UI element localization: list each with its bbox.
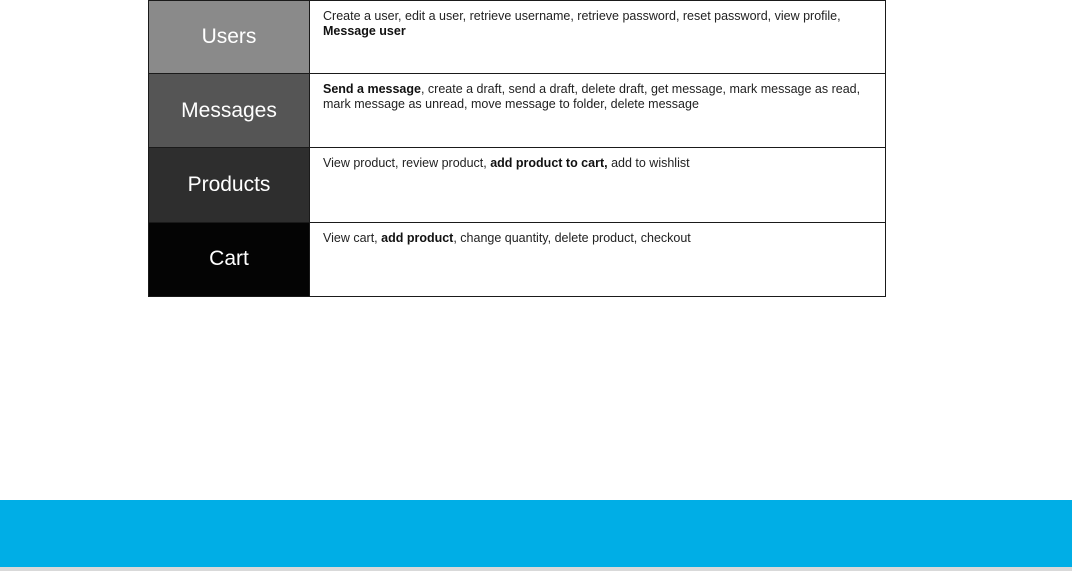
description-highlight: Send a message <box>323 82 421 97</box>
resource-operations-table <box>148 0 886 297</box>
description-cell-users <box>310 1 886 74</box>
description-cell-messages <box>310 74 886 148</box>
table-row-users <box>149 1 886 74</box>
description-highlight: Message user <box>323 24 406 38</box>
footer-banner-edge <box>0 567 1072 571</box>
description-text: , change quantity, delete product, checkout <box>453 230 691 245</box>
category-cell-messages: Messages <box>149 74 310 148</box>
description-cell-products <box>310 148 886 222</box>
category-cell-cart: Cart <box>149 222 310 296</box>
footer-banner <box>0 500 1072 567</box>
category-cell-products: Products <box>149 148 310 222</box>
category-cell-users: Users <box>149 1 310 74</box>
table-row-messages <box>149 74 886 148</box>
table-row-cart <box>149 222 886 296</box>
description-cell-cart <box>310 222 886 296</box>
description-highlight: add product <box>381 230 454 245</box>
description-text: View product, review product, <box>323 156 491 171</box>
description-highlight: add product to cart, <box>490 156 608 171</box>
description-text: Create a user, edit a user, retrieve username, retrieve password, reset password, view profile, <box>323 9 841 23</box>
table-row-products <box>149 148 886 222</box>
description-text: , create a draft, send a draft, delete draft, get message, mark message as read, mark message as unread, move message to folder, delete message <box>323 82 861 112</box>
description-text: View cart, <box>323 230 382 245</box>
description-text: add to wishlist <box>607 156 690 171</box>
